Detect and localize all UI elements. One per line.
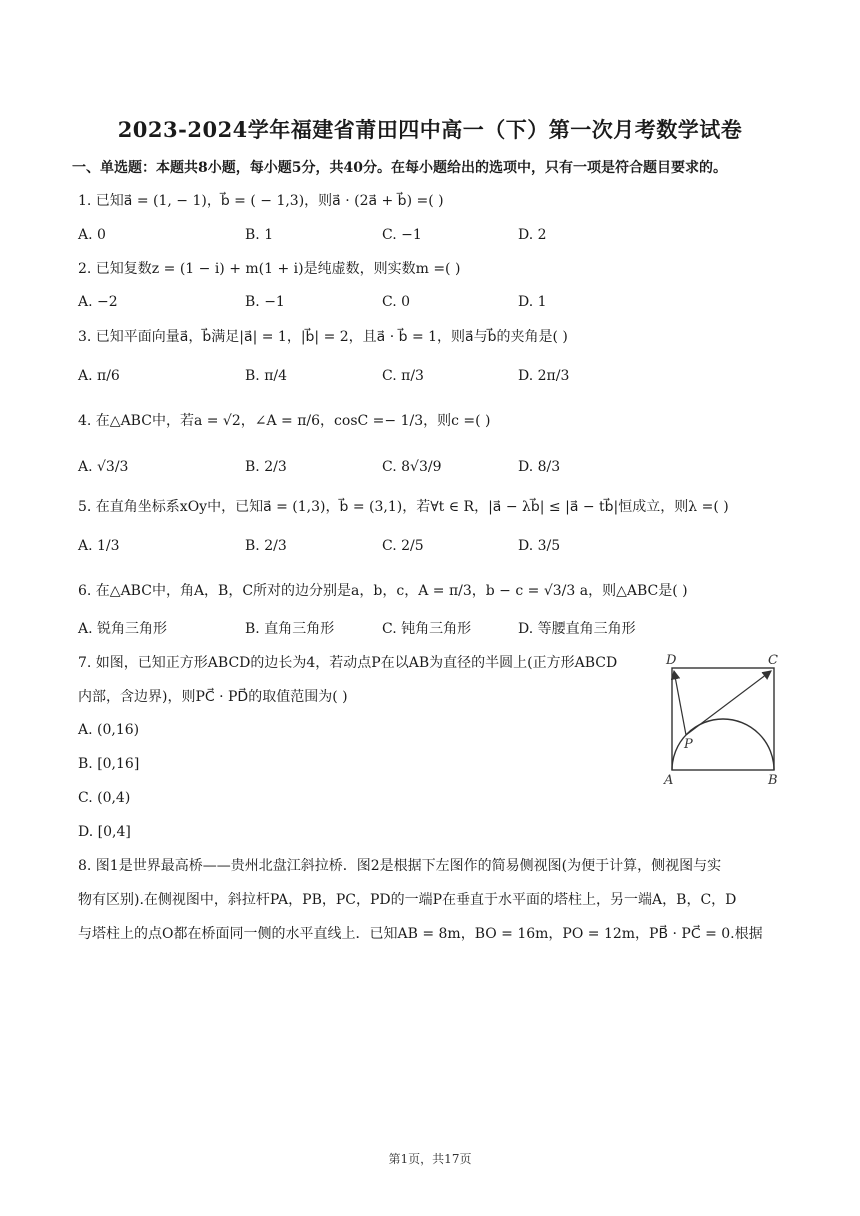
option-a: A. 0: [78, 227, 106, 243]
question-7-option-b: B. [0,16]: [78, 756, 140, 772]
option-a: A. √3/3: [78, 459, 129, 475]
vector-pc: [686, 671, 771, 735]
question-5-stem: 5. 在直角坐标系xOy中，已知a⃗ = (1,3)，b⃗ = (3,1)，若∀t ∈ R，|a⃗ − λb⃗| ≤ |a⃗ − tb⃗|恒成立，则λ =( ): [78, 499, 729, 515]
question-6-stem: 6. 在△ABC中，角A，B，C所对的边分别是a，b，c，A = π/3，b − c = √3/3 a，则△ABC是( ): [78, 583, 688, 599]
question-3-options: [78, 366, 778, 386]
option-a: A. −2: [78, 294, 118, 310]
question-2-stem: 2. 已知复数z = (1 − i) + m(1 + i)是纯虚数，则实数m =( ): [78, 261, 461, 277]
option-a: A. 1/3: [78, 538, 120, 554]
option-d: D. 等腰直角三角形: [518, 621, 636, 637]
vector-pd: [674, 671, 686, 735]
option-c: C. 8√3/9: [382, 459, 442, 475]
question-7-option-a: A. (0,16): [78, 722, 140, 738]
label-p: P: [684, 737, 693, 752]
option-b: B. −1: [245, 294, 285, 310]
option-d: D. 2π/3: [518, 368, 570, 384]
option-c: C. 0: [382, 294, 411, 310]
question-3-stem: 3. 已知平面向量a⃗，b⃗满足|a⃗| = 1，|b⃗| = 2，且a⃗ · b⃗ = 1，则a⃗与b⃗的夹角是( ): [78, 329, 568, 345]
question-8-line2: 物有区别).在侧视图中，斜拉杆PA，PB，PC，PD的一端P在垂直于水平面的塔柱上，另一端A，B，C，D: [78, 892, 737, 908]
option-d: D. 3/5: [518, 538, 561, 554]
section-heading: 一、单选题：本题共8小题，每小题5分，共40分。在每小题给出的选项中，只有一项是符合题目要求的。: [72, 160, 727, 176]
question-8-line3: 与塔柱上的点O都在桥面同一侧的水平直线上．已知AB = 8m，BO = 16m，PO = 12m，PB⃗ · PC⃗ = 0.根据: [78, 926, 763, 942]
option-c: C. π/3: [382, 368, 424, 384]
option-d: D. 8/3: [518, 459, 561, 475]
question-1-stem: 1. 已知a⃗ = (1, − 1)，b⃗ = ( − 1,3)，则a⃗ · (2a⃗ + b⃗) =( ): [78, 193, 444, 209]
question-7-stem-line2: 内部，含边界)，则PC⃗ · PD⃗的取值范围为( ): [78, 689, 348, 705]
question-7-option-d: D. [0,4]: [78, 824, 131, 840]
option-c: C. −1: [382, 227, 422, 243]
label-b: B: [768, 773, 778, 788]
label-c: C: [768, 653, 778, 668]
option-b: B. 2/3: [245, 538, 287, 554]
label-d: D: [666, 653, 677, 668]
question-2-options: [78, 292, 778, 312]
page-title: 2023-2024学年福建省莆田四中高一（下）第一次月考数学试卷: [117, 117, 743, 142]
question-7-option-c: C. (0,4): [78, 790, 131, 806]
question-6-options: [78, 619, 778, 639]
question-4-stem: 4. 在△ABC中，若a = √2，∠A = π/6，cosC =− 1/3，则c =( ): [78, 413, 491, 429]
option-c: C. 钝角三角形: [382, 621, 472, 637]
question-5-options: [78, 536, 778, 556]
option-b: B. 直角三角形: [245, 621, 335, 637]
option-b: B. π/4: [245, 368, 288, 384]
option-d: D. 2: [518, 227, 547, 243]
question-7-stem-line1: 7. 如图，已知正方形ABCD的边长为4，若动点P在以AB为直径的半圆上(正方形ABCD: [78, 655, 618, 671]
option-d: D. 1: [518, 294, 547, 310]
question-1-options: [78, 225, 778, 245]
option-a: A. 锐角三角形: [78, 621, 168, 637]
option-c: C. 2/5: [382, 538, 424, 554]
label-a: A: [664, 773, 674, 788]
option-b: B. 1: [245, 227, 274, 243]
square-semicircle-figure: [660, 648, 790, 788]
option-a: A. π/6: [78, 368, 120, 384]
question-4-options: [78, 457, 778, 477]
page-footer: 第1页，共17页: [388, 1152, 472, 1166]
option-b: B. 2/3: [245, 459, 287, 475]
question-8-line1: 8. 图1是世界最高桥——贵州北盘江斜拉桥．图2是根据下左图作的简易侧视图(为便于计算，侧视图与实: [78, 858, 722, 874]
